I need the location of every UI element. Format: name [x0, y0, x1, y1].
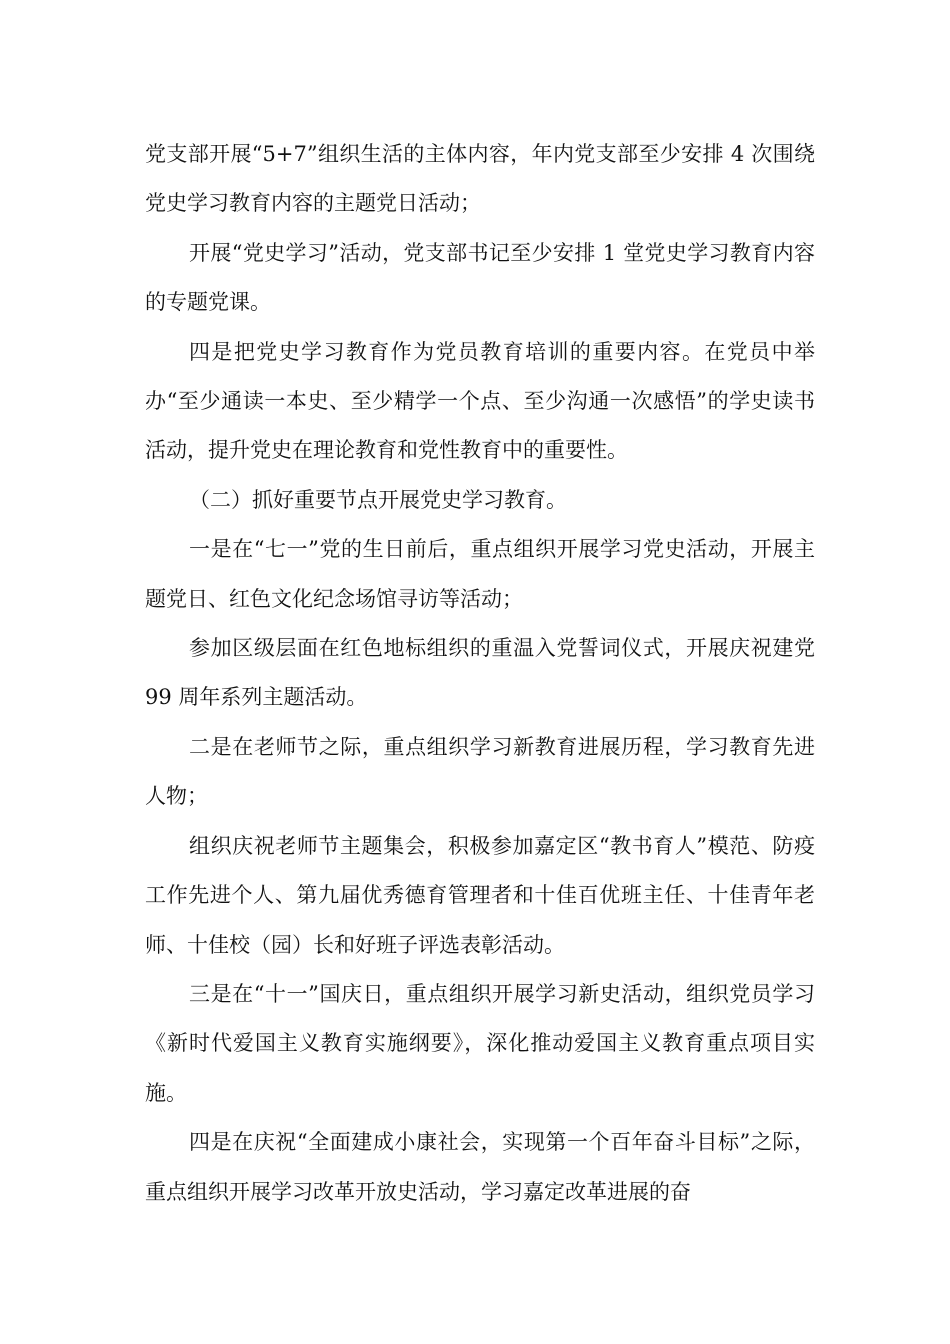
paragraph: 二是在老师节之际，重点组织学习新教育进展历程，学习教育先进人物； [145, 734, 815, 809]
document-body [145, 130, 815, 1217]
paragraph: 组织庆祝老师节主题集会，积极参加嘉定区“教书育人”模范、防疫工作先进个人、第九届优秀德育管理者和十佳百优班主任、十佳青年老师、十佳校（园）长和好班子评选表彰活动。 [145, 833, 815, 957]
paragraph: 四是把党史学习教育作为党员教育培训的重要内容。在党员中举办“至少通读一本史、至少精学一个点、至少沟通一次感悟”的学史读书活动，提升党史在理论教育和党性教育中的重要性。 [145, 339, 815, 463]
paragraph: 开展“党史学习”活动，党支部书记至少安排 1 堂党史学习教育内容的专题党课。 [145, 240, 815, 315]
paragraph: 党支部开展“5+7”组织生活的主体内容，年内党支部至少安排 4 次围绕党史学习教育内容的主题党日活动； [145, 142, 815, 216]
paragraph: 一是在“七一”党的生日前后，重点组织开展学习党史活动，开展主题党日、红色文化纪念场馆寻访等活动； [145, 537, 815, 611]
paragraph: 四是在庆祝“全面建成小康社会，实现第一个百年奋斗目标”之际，重点组织开展学习改革开放史活动，学习嘉定改革进展的奋 [145, 1130, 815, 1204]
paragraph: 参加区级层面在红色地标组织的重温入党誓词仪式，开展庆祝建党 99 周年系列主题活动。 [145, 636, 815, 710]
section-heading: （二）抓好重要节点开展党史学习教育。 [189, 487, 567, 512]
paragraph: 三是在“十一”国庆日，重点组织开展学习新史活动，组织党员学习《新时代爱国主义教育实施纲要》，深化推动爱国主义教育重点项目实施。 [145, 981, 815, 1105]
